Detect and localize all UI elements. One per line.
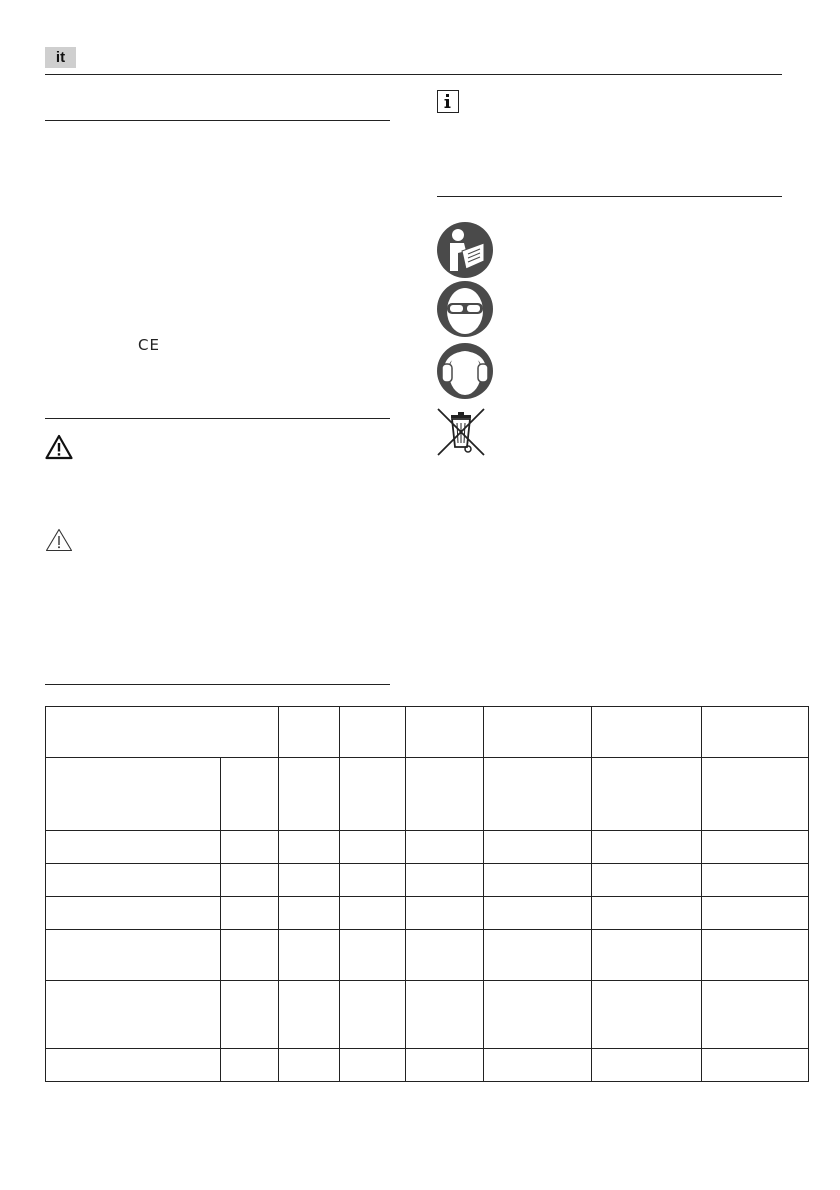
table-cell bbox=[406, 1049, 484, 1082]
table-cell bbox=[340, 758, 406, 831]
section-rule-3 bbox=[45, 684, 390, 685]
table-cell bbox=[46, 758, 221, 831]
table-cell bbox=[702, 981, 809, 1049]
table-cell bbox=[279, 897, 340, 930]
table-cell bbox=[484, 930, 592, 981]
read-manual-icon bbox=[436, 221, 494, 279]
table-cell bbox=[279, 831, 340, 864]
section-rule-1 bbox=[45, 120, 390, 121]
table-cell bbox=[702, 897, 809, 930]
table-cell bbox=[340, 897, 406, 930]
table-cell bbox=[221, 758, 279, 831]
language-tag bbox=[45, 47, 76, 68]
table-cell bbox=[279, 758, 340, 831]
table-cell bbox=[279, 707, 340, 758]
table-cell bbox=[592, 930, 702, 981]
table-cell bbox=[46, 897, 221, 930]
table-cell bbox=[340, 930, 406, 981]
info-icon bbox=[437, 90, 459, 113]
table-cell bbox=[46, 930, 221, 981]
table-row bbox=[46, 981, 809, 1049]
table-cell bbox=[46, 981, 221, 1049]
table-cell bbox=[406, 864, 484, 897]
table-cell bbox=[592, 897, 702, 930]
table-cell bbox=[702, 831, 809, 864]
specifications-table bbox=[45, 706, 809, 1082]
table-cell bbox=[406, 758, 484, 831]
table-row bbox=[46, 831, 809, 864]
table-cell bbox=[279, 981, 340, 1049]
eye-protection-icon bbox=[436, 280, 494, 338]
table-cell bbox=[484, 1049, 592, 1082]
table-row bbox=[46, 1049, 809, 1082]
table-cell bbox=[702, 864, 809, 897]
table-row bbox=[46, 930, 809, 981]
table-header-row bbox=[46, 707, 809, 758]
table-cell bbox=[592, 864, 702, 897]
table-cell bbox=[340, 864, 406, 897]
language-code: it bbox=[55, 49, 66, 66]
table-cell bbox=[340, 707, 406, 758]
table-cell bbox=[484, 758, 592, 831]
warning-triangle-icon bbox=[45, 434, 73, 460]
table-cell bbox=[221, 1049, 279, 1082]
table-cell bbox=[702, 707, 809, 758]
table-cell bbox=[46, 707, 279, 758]
table-cell bbox=[221, 864, 279, 897]
table-cell bbox=[340, 1049, 406, 1082]
table-cell bbox=[702, 930, 809, 981]
table-cell bbox=[221, 831, 279, 864]
table-cell bbox=[279, 1049, 340, 1082]
table-cell bbox=[406, 707, 484, 758]
section-rule-4 bbox=[437, 196, 782, 197]
table-cell bbox=[221, 981, 279, 1049]
table-cell bbox=[406, 897, 484, 930]
table-cell bbox=[406, 981, 484, 1049]
section-rule-2 bbox=[45, 418, 390, 419]
table-cell bbox=[484, 981, 592, 1049]
table-cell bbox=[592, 758, 702, 831]
table-cell bbox=[221, 897, 279, 930]
table-cell bbox=[46, 831, 221, 864]
table-cell bbox=[221, 930, 279, 981]
table-row bbox=[46, 758, 809, 831]
table-cell bbox=[406, 930, 484, 981]
table-cell bbox=[279, 864, 340, 897]
table-cell bbox=[406, 831, 484, 864]
table-cell bbox=[484, 897, 592, 930]
table-cell bbox=[592, 831, 702, 864]
table-cell bbox=[46, 864, 221, 897]
ce-mark: CE bbox=[138, 336, 160, 354]
table-row bbox=[46, 864, 809, 897]
header-rule bbox=[45, 74, 782, 75]
table-cell bbox=[592, 981, 702, 1049]
table-cell bbox=[592, 707, 702, 758]
caution-triangle-icon bbox=[45, 528, 73, 552]
table-cell bbox=[484, 831, 592, 864]
table-cell bbox=[46, 1049, 221, 1082]
table-cell bbox=[340, 981, 406, 1049]
ear-protection-icon bbox=[436, 342, 494, 400]
table-cell bbox=[702, 1049, 809, 1082]
table-cell bbox=[484, 864, 592, 897]
table-cell bbox=[484, 707, 592, 758]
table-row bbox=[46, 897, 809, 930]
table-cell bbox=[592, 1049, 702, 1082]
table-cell bbox=[279, 930, 340, 981]
crossed-out-bin-icon bbox=[436, 407, 486, 457]
table-cell bbox=[702, 758, 809, 831]
table-cell bbox=[340, 831, 406, 864]
